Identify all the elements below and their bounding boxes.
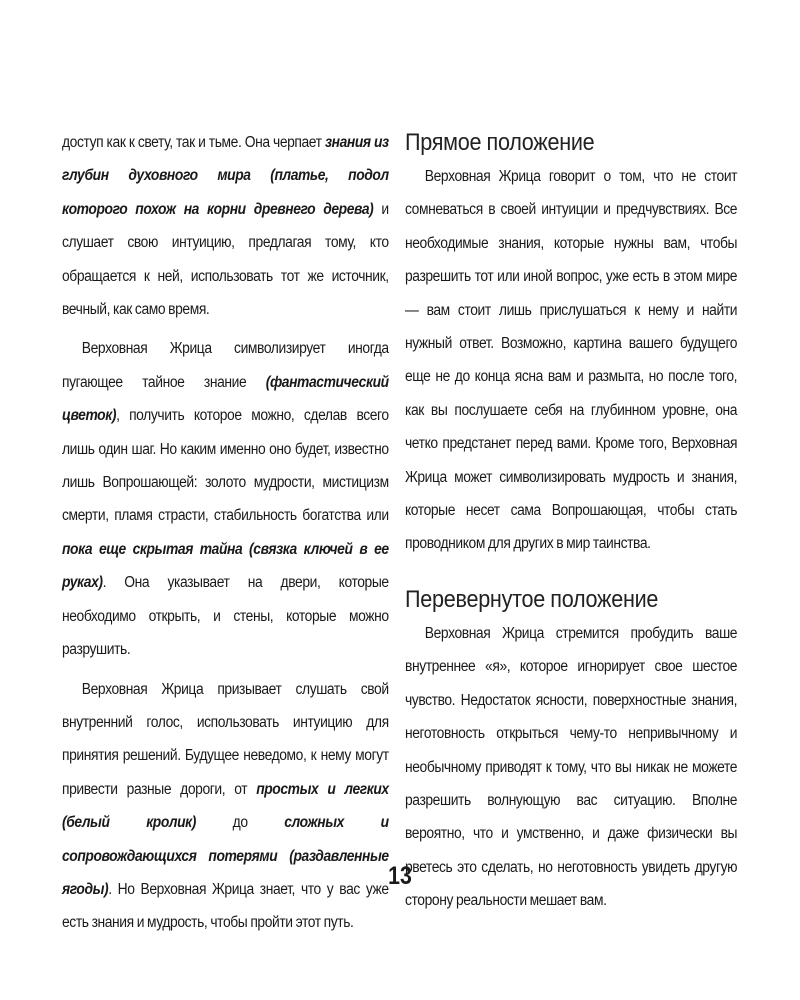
left-column bbox=[62, 126, 389, 946]
emphasis-run: простых и легких (белый кролик) bbox=[62, 780, 389, 832]
left-paragraph-3 bbox=[62, 673, 389, 940]
left-paragraph-2 bbox=[62, 332, 389, 666]
emphasis-run: пока еще скрытая тайна (связка ключей в ее руках) bbox=[62, 540, 389, 592]
page-number: 13 bbox=[388, 862, 412, 890]
text-run: , получить которое можно, сделав всего лишь один шаг. Но каким именно оно будет, известно лишь Вопрошающей: золото мудрости, мистицизм смерти, пламя страсти, стабильность богатства или bbox=[62, 407, 389, 525]
left-paragraph-1 bbox=[62, 126, 389, 326]
text-run: и слушает свою интуицию, предлагая тому, кто обращается к ней, использовать тот же источник, вечный, как само время. bbox=[62, 200, 389, 319]
reversed-paragraph: Верховная Жрица стремится пробудить ваше внутреннее «я», которое игнорирует свое шестое чувство. Недостаток ясности, поверхностные знания, неготовность открыться чему-то непривычному и необычному приводят к тому, что вы никак не можете разрешить волнующую вас ситуацию. Вполне вероятно, что и умственно, и даже физически вы рветесь это сделать, но неготовность увидеть другую сторону реальности мешает вам. bbox=[405, 624, 738, 910]
text-run: доступ как к свету, так и тьме. Она черпает bbox=[62, 134, 325, 151]
reversed-heading: Перевернутое положение bbox=[405, 585, 659, 613]
emphasis-run: сложных и сопровождающихся потерями (раздавленные ягоды) bbox=[62, 814, 389, 898]
upright-paragraph: Верховная Жрица говорит о том, что не стоит сомневаться в своей интуиции и предчувствиях. Все необходимые знания, которые нужны вам, чтобы разрешить тот или иной вопрос, уже есть в этом мире — вам стоит лишь прислушаться к нему и найти нужный ответ. Возможно, картина вашего будущего еще не до конца ясна вам и размыта, но после того, как вы послушаете себя на глубинном уровне, она четко предстанет перед вами. Кроме того, Верховная Жрица может символизировать мудрость и знания, которые несет сама Вопрошающая, чтобы стать проводником для других в мир таинства. bbox=[405, 168, 738, 553]
emphasis-run: знания из глубин духовного мира (платье, подол которого похож на корни древнего дерева) bbox=[62, 134, 389, 218]
right-column bbox=[405, 126, 737, 924]
text-run: Верховная Жрица призывает слушать свой внутренний голос, использовать интуицию для принятия решений. Будущее неведомо, к нему могут привести разные дороги, от bbox=[62, 680, 389, 798]
text-run: Верховная Жрица символизирует иногда пугающее тайное знание bbox=[62, 340, 389, 391]
upright-heading: Прямое положение bbox=[405, 129, 595, 156]
text-run: до bbox=[196, 814, 285, 832]
text-run: . Она указывает на двери, которые необходимо открыть, и стены, которые можно разрушить. bbox=[62, 574, 389, 659]
emphasis-run: (фантастический цветок) bbox=[62, 373, 389, 425]
text-run: . Но Верховная Жрица знает, что у вас уже есть знания и мудрость, чтобы пройти этот путь. bbox=[62, 880, 389, 932]
